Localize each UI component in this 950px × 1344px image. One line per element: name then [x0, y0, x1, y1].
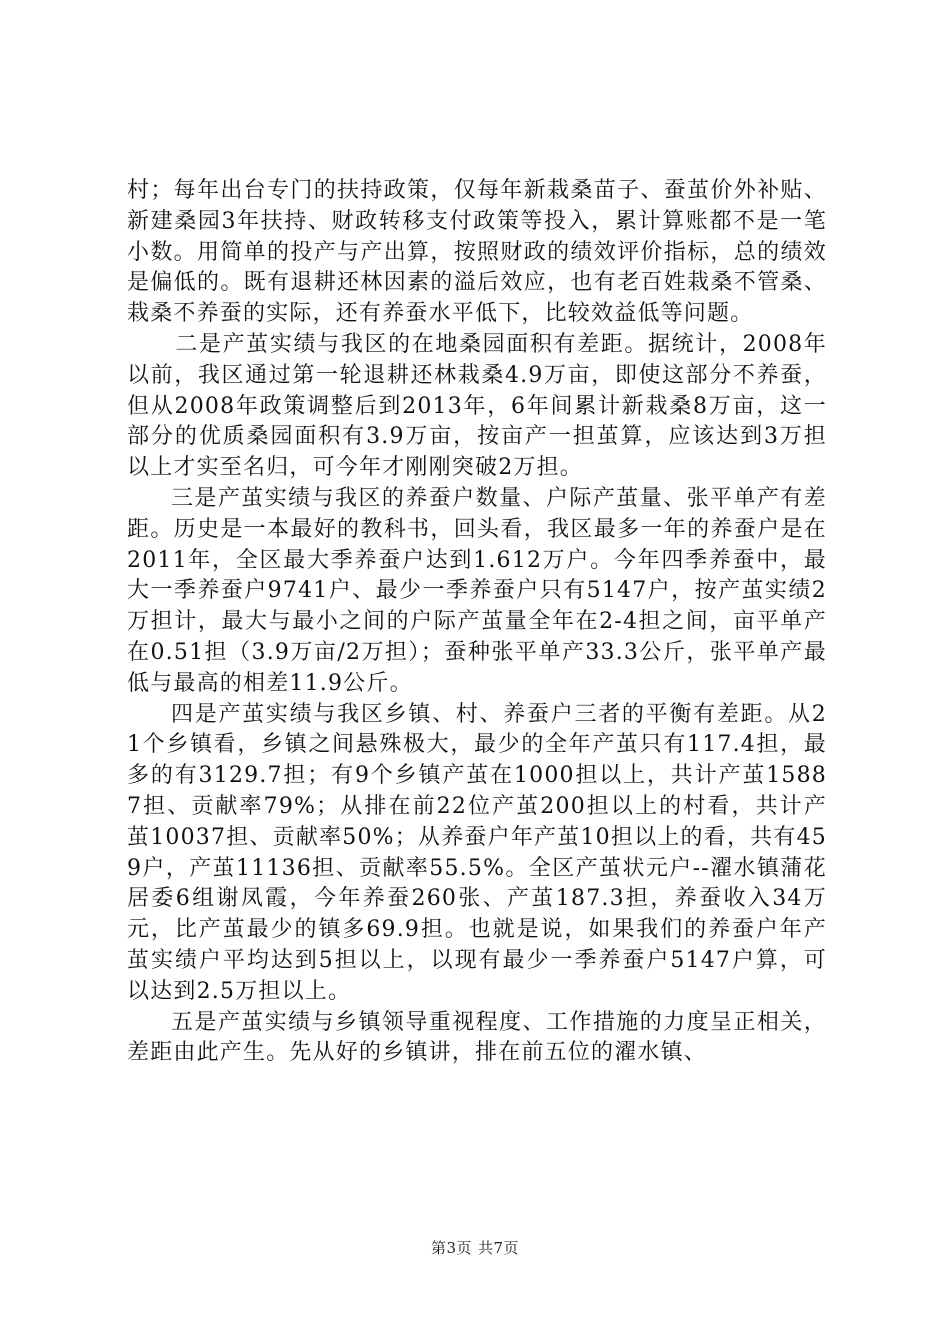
page-total: 共7页 [478, 1239, 520, 1257]
page-number: 第3页 [430, 1239, 472, 1257]
paragraph-5: 五是产茧实绩与乡镇领导重视程度、工作措施的力度呈正相关，差距由此产生。先从好的乡镇讲，排在前五位的濯水镇、 [127, 1009, 827, 1066]
paragraph-2: 二是产茧实绩与我区的在地桑园面积有差距。据统计，2008年以前，我区通过第一轮退耕还林栽桑4.9万亩，即使这部分不养蚕，但从2008年政策调整后到2013年，6年间累计新栽桑8万亩，这一部分的优质桑园面积有3.9万亩，按亩产一担茧算，应该达到3万担以上才实至名归，可今年才刚刚突破2万担。 [127, 331, 827, 481]
paragraph-1: 村；每年出台专门的扶持政策，仅每年新栽桑苗子、蚕茧价外补贴、新建桑园3年扶持、财政转移支付政策等投入，累计算账都不是一笔小数。用简单的投产与产出算，按照财政的绩效评价指标，总的绩效是偏低的。既有退耕还林因素的溢后效应，也有老百姓栽桑不管桑、栽桑不养蚕的实际，还有养蚕水平低下，比较效益低等问题。 [127, 178, 827, 327]
document-body [127, 176, 827, 1069]
paragraph-3: 三是产茧实绩与我区的养蚕户数量、户际产茧量、张平单产有差距。历史是一本最好的教科书，回头看，我区最多一年的养蚕户是在2011年，全区最大季养蚕户达到1.612万户。今年四季养蚕中，最大一季养蚕户9741户、最少一季养蚕户只有5147户，按产茧实绩2万担计，最大与最小之间的户际产茧量全年在2-4担之间，亩平单产在0.51担（3.9万亩/2万担）；蚕种张平单产33.3公斤，张平单产最低与最高的相差11.9公斤。 [127, 485, 827, 696]
paragraph-4: 四是产茧实绩与我区乡镇、村、养蚕户三者的平衡有差距。从21个乡镇看，乡镇之间悬殊极大，最少的全年产茧只有117.4担，最多的有3129.7担；有9个乡镇产茧在1000担以上，共计产茧15887担、贡献率79%；从排在前22位产茧200担以上的村看，共计产茧10037担、贡献率50%；从养蚕户年产茧10担以上的看，共有459户，产茧11136担、贡献率55.5%。全区产茧状元户--濯水镇蒲花居委6组谢凤霞，今年养蚕260张、产茧187.3担，养蚕收入34万元，比产茧最少的镇多69.9担。也就是说，如果我们的养蚕户年产茧实绩户平均达到5担以上，以现有最少一季养蚕户5147户算，可以达到2.5万担以上。 [127, 701, 827, 1004]
page-footer [0, 1237, 950, 1258]
